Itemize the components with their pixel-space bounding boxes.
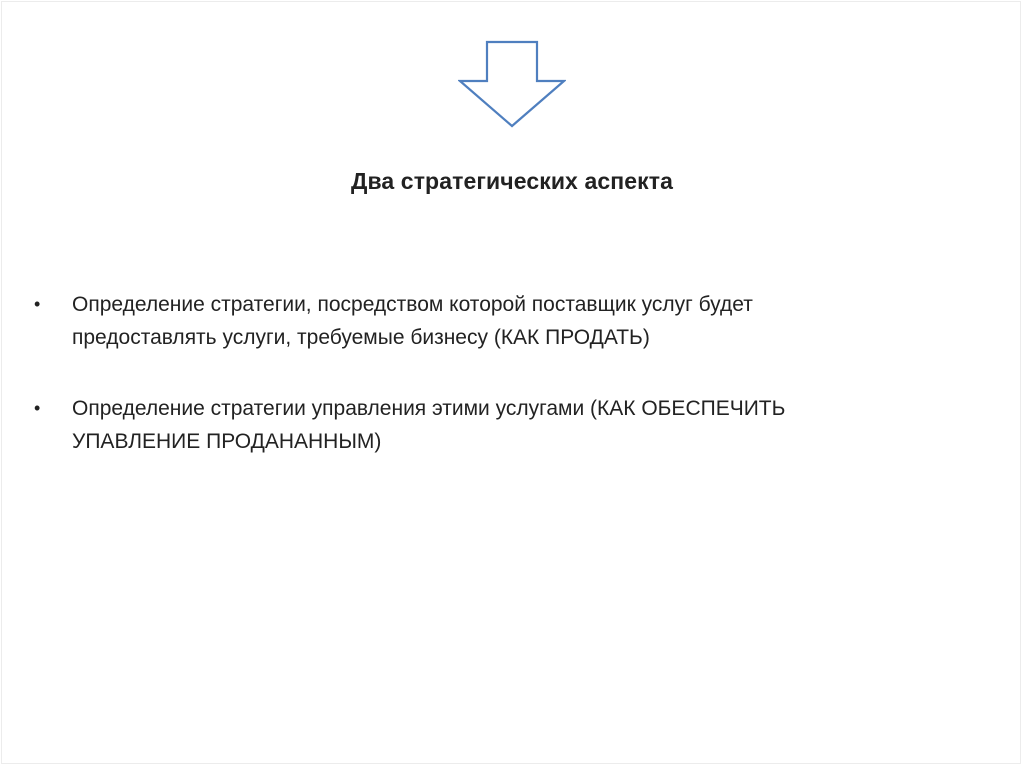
bullet-text-line: предоставлять услуги, требуемые бизнесу (КАК ПРОДАТЬ) [72,326,650,349]
slide-heading: Два стратегических аспекта [351,168,673,194]
bullet-text-line: УПАВЛЕНИЕ ПРОДАНАННЫМ) [72,430,382,453]
bullet-text-line: Определение стратегии, посредством которой поставщик услуг будет [72,293,753,316]
bullet-text-line: Определение стратегии управления этими услугами (КАК ОБЕСПЕЧИТЬ [72,397,786,420]
bullet-marker: • [34,398,41,418]
down-arrow-icon [458,40,566,128]
bullet-list [34,288,974,458]
bullet-item [34,392,974,458]
bullet-item [34,288,974,354]
bullet-marker: • [34,294,41,314]
